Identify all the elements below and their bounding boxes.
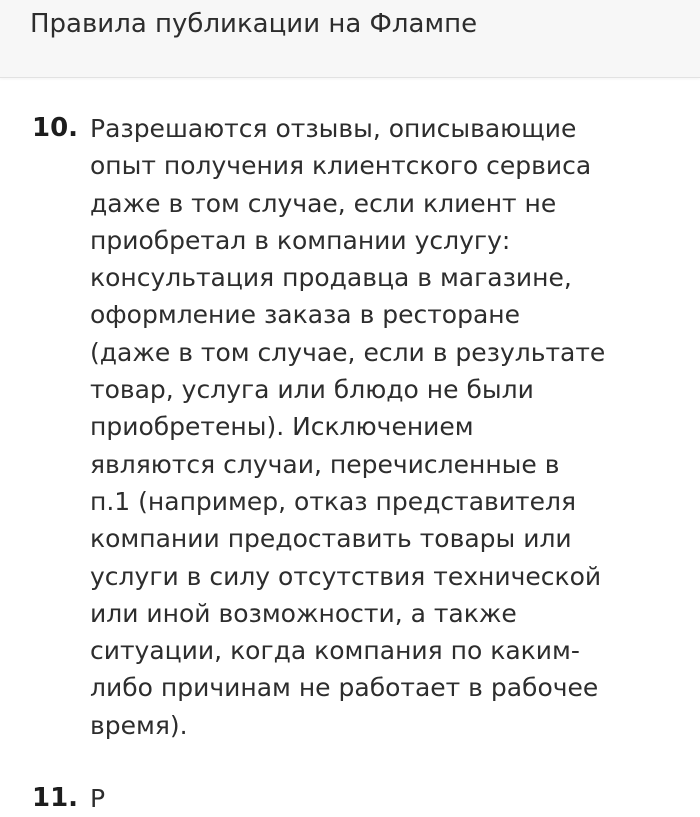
rule-text-line: консультация продавца в магазине, [90, 263, 572, 293]
rule-text [90, 780, 690, 817]
rule-text-line: Р [90, 784, 106, 813]
rule-text-line: или иной возможности, а также [90, 598, 517, 628]
rule-text-line: Разрешаются отзывы, описывающие [90, 114, 577, 143]
rule-text-line: оформление заказа в ресторане [90, 300, 521, 330]
rule-text-line: услуги в силу отсутствия технической [90, 561, 602, 591]
rule-text-line: (даже в том случае, если в результате [90, 337, 606, 367]
page-title: Правила публикации на Флампе [30, 9, 478, 39]
rule-text-line: приобретал в компании услугу: [90, 225, 511, 255]
rule-text [90, 110, 690, 744]
rule-text-line: даже в том случае, если клиент не [90, 188, 557, 218]
rule-text-line: товар, услуга или блюдо не были [90, 375, 534, 405]
rule-text-line: либо причинам не работает в рабочее [90, 673, 599, 703]
rule-text-line: являются случаи, перечисленные в [90, 449, 560, 479]
rule-text-line: компании предоставить товары или [90, 524, 572, 554]
rule-number: 10. [32, 113, 79, 143]
page-header [0, 0, 700, 78]
rule-text-line: приобретены). Исключением [90, 412, 474, 442]
rule-text-line: ситуации, когда компания по каким- [90, 636, 580, 666]
rule-text-line: опыт получения клиентского сервиса [90, 151, 592, 181]
rule-number: 11. [32, 783, 79, 813]
rule-text-line: время). [90, 710, 188, 740]
rule-text-line: п.1 (например, отказ представителя [90, 486, 576, 516]
